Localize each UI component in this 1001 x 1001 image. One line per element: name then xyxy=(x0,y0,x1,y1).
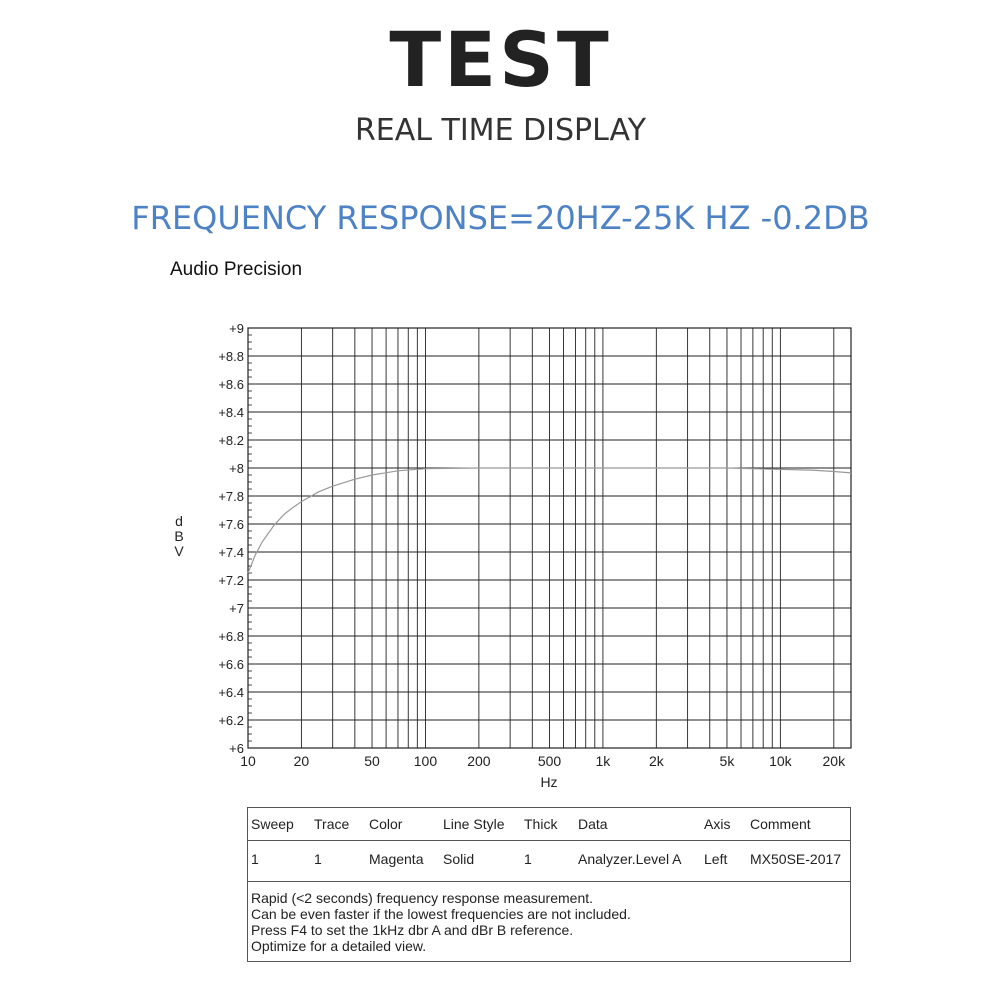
x-tick-label: 20 xyxy=(293,753,310,769)
y-tick-label: +7 xyxy=(229,601,244,616)
page-subtitle: REAL TIME DISPLAY xyxy=(354,113,647,148)
y-tick-label: +8.4 xyxy=(218,405,244,420)
x-tick-label: 2k xyxy=(648,753,664,769)
cell-color: Magenta xyxy=(369,851,424,867)
cell-line-style: Solid xyxy=(443,851,475,867)
x-tick-label: 500 xyxy=(537,753,562,769)
y-tick-label: +7.2 xyxy=(218,573,244,588)
y-tick-label: +9 xyxy=(229,321,244,336)
y-axis-label-char: d xyxy=(175,513,183,529)
note-line: Press F4 to set the 1kHz dbr A and dBr B reference. xyxy=(251,922,574,938)
header-color: Color xyxy=(369,816,403,832)
header-sweep: Sweep xyxy=(251,816,294,832)
y-tick-label: +8 xyxy=(229,461,244,476)
note-line: Can be even faster if the lowest frequencies are not included. xyxy=(251,906,631,922)
measurement-info-box xyxy=(247,807,851,962)
x-tick-label: 20k xyxy=(822,753,846,769)
legend-table-header xyxy=(248,808,850,841)
legend-table-row xyxy=(248,841,850,882)
x-tick-label: 200 xyxy=(467,753,491,769)
cell-comment: MX50SE-2017 xyxy=(750,851,842,867)
y-axis-label xyxy=(174,513,184,559)
y-tick-label: +7.4 xyxy=(218,545,244,560)
y-axis-label-char: B xyxy=(174,528,184,544)
cell-data: Analyzer.Level A xyxy=(578,851,682,867)
y-axis-label-char: V xyxy=(174,543,184,559)
header-axis: Axis xyxy=(704,816,731,832)
y-tick-label: +8.2 xyxy=(218,433,244,448)
y-tick-label: +6 xyxy=(229,741,244,756)
y-tick-label: +8.8 xyxy=(218,349,244,364)
cell-trace: 1 xyxy=(314,851,322,867)
y-axis-ticks xyxy=(218,321,252,756)
x-tick-label: 10k xyxy=(769,753,792,769)
x-tick-label: 100 xyxy=(413,753,438,769)
x-axis-ticks xyxy=(240,753,846,769)
y-tick-label: +7.8 xyxy=(218,489,244,504)
y-tick-label: +6.8 xyxy=(218,629,244,644)
note-line: Optimize for a detailed view. xyxy=(251,938,427,954)
frequency-response-chart xyxy=(0,300,1001,800)
y-tick-label: +6.2 xyxy=(218,713,244,728)
header-comment: Comment xyxy=(750,816,811,832)
cell-sweep: 1 xyxy=(251,851,259,867)
header-line-style: Line Style xyxy=(443,816,505,832)
x-axis-label: Hz xyxy=(540,774,558,790)
cell-thick: 1 xyxy=(524,851,532,867)
cell-axis: Left xyxy=(704,851,728,867)
x-tick-label: 10 xyxy=(240,753,256,769)
chart-grid xyxy=(248,328,851,748)
y-tick-label: +6.4 xyxy=(218,685,244,700)
header-thick: Thick xyxy=(524,816,558,832)
frequency-response-heading: FREQUENCY RESPONSE=20HZ-25K HZ -0.2DB xyxy=(131,199,870,237)
page-title: TEST xyxy=(389,15,612,104)
x-tick-label: 1k xyxy=(595,753,611,769)
y-tick-label: +6.6 xyxy=(218,657,244,672)
brand-label: Audio Precision xyxy=(170,259,303,280)
x-tick-label: 5k xyxy=(719,753,735,769)
header-data: Data xyxy=(578,816,608,832)
x-tick-label: 50 xyxy=(364,753,380,769)
header-trace: Trace xyxy=(314,816,350,832)
note-line: Rapid (<2 seconds) frequency response measurement. xyxy=(251,890,594,906)
measurement-notes xyxy=(251,890,631,954)
y-tick-label: +7.6 xyxy=(218,517,244,532)
y-tick-label: +8.6 xyxy=(218,377,244,392)
